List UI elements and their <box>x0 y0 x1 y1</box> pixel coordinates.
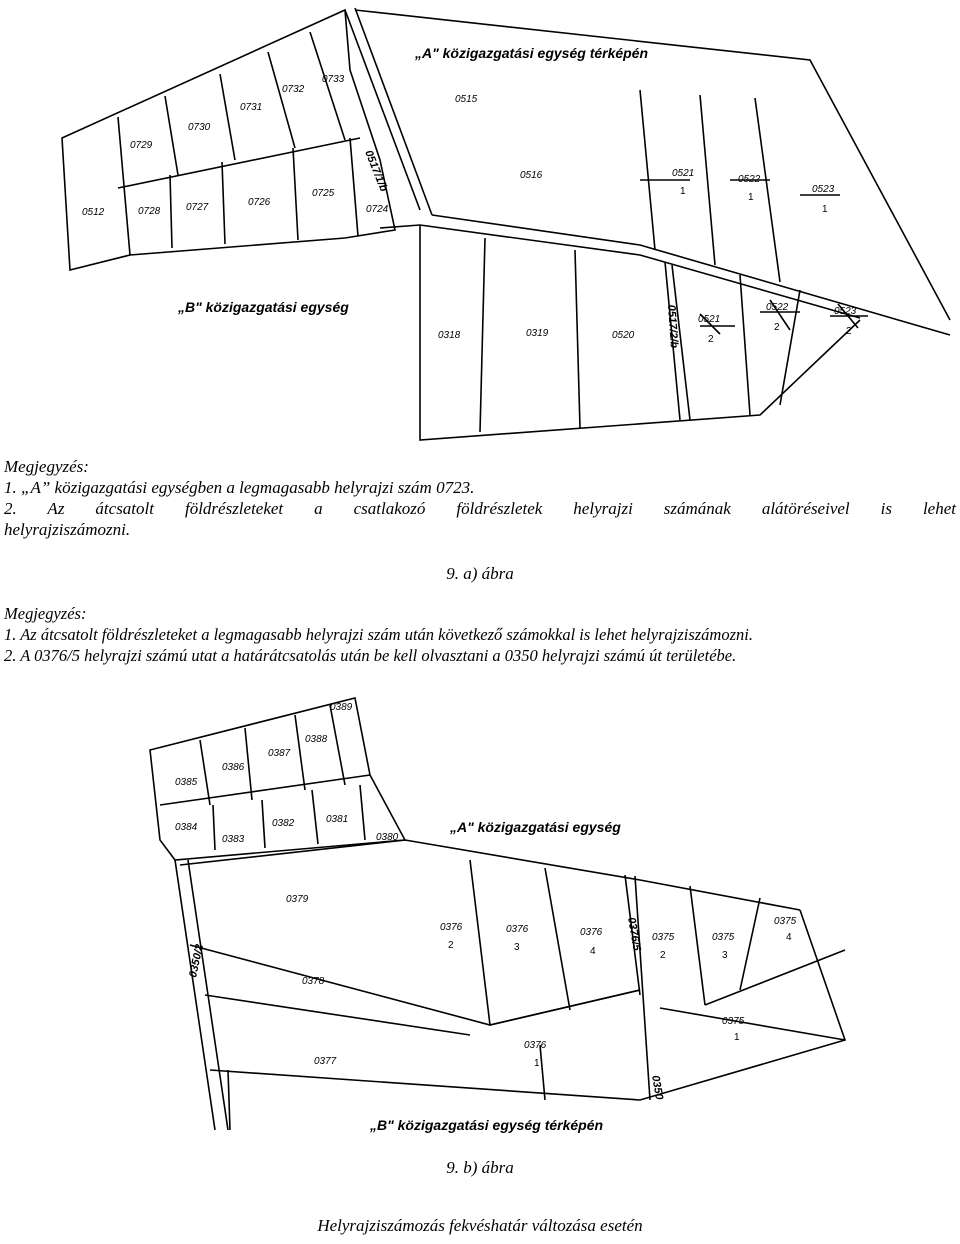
parcel-label: 0380 <box>376 832 399 843</box>
notes-a <box>4 456 956 540</box>
notes-line: 1. „A” közigazgatási egységben a legmagasabb helyrajzi szám 0723. <box>4 478 475 497</box>
parcel-label: 0512 <box>82 207 105 218</box>
parcel-label: 0319 <box>526 328 549 339</box>
notes-heading: Megjegyzés: <box>4 604 87 623</box>
fraction-num: 0375 <box>652 932 675 943</box>
fraction-den: 2 <box>846 326 852 337</box>
parcel-label: 0728 <box>138 206 161 217</box>
fig-a-region-a-title: „A" közigazgatási egység térképén <box>415 45 649 61</box>
parcel-label: 0379 <box>286 894 309 905</box>
fraction-den: 2 <box>774 322 780 333</box>
parcel-label: 0381 <box>326 814 349 825</box>
road-label: 0517/2/b <box>665 304 681 349</box>
fraction-den: 3 <box>514 942 520 953</box>
parcel-label: 0386 <box>222 762 245 773</box>
notes-line: 1. Az átcsatolt földrészleteket a legmagasabb helyrajzi szám után következő számokkal is lehet helyrajziszámozni. <box>4 625 753 644</box>
parcel-label: 0732 <box>282 84 305 95</box>
fig-b-region-b-title: „B" közigazgatási egység térképén <box>370 1117 604 1133</box>
fraction-den: 1 <box>534 1058 540 1069</box>
parcel-label: 0733 <box>322 74 345 85</box>
figure-a-map <box>0 0 960 448</box>
parcel-label: 0516 <box>520 170 543 181</box>
fraction-num: 0522 <box>738 174 761 185</box>
fraction-num: 0376 <box>440 922 463 933</box>
parcel-label: 0731 <box>240 102 263 113</box>
notes-heading: Megjegyzés: <box>4 457 89 476</box>
fraction-den: 1 <box>822 204 828 215</box>
parcel-label: 0378 <box>302 976 325 987</box>
fraction-num: 0376 <box>506 924 529 935</box>
notes-b <box>4 603 956 666</box>
fraction-num: 0521 <box>698 314 721 325</box>
parcel-label: 0726 <box>248 197 271 208</box>
fraction-den: 2 <box>448 940 454 951</box>
parcel-label: 0382 <box>272 818 295 829</box>
fraction-num: 0523 <box>834 306 857 317</box>
parcel-label: 0727 <box>186 202 209 213</box>
fraction-num: 0376 <box>524 1040 547 1051</box>
fraction-den: 1 <box>734 1032 740 1043</box>
fraction-num: 0375 <box>774 916 797 927</box>
road-label: 0350/2 <box>187 943 206 979</box>
fraction-den: 2 <box>660 950 666 961</box>
fraction-den: 1 <box>748 192 754 203</box>
parcel-label: 0389 <box>330 702 353 713</box>
fraction-den: 4 <box>786 932 792 943</box>
parcel-label: 0729 <box>130 140 153 151</box>
fraction-num: 0521 <box>672 168 695 179</box>
road-label: 0517/1/b <box>362 148 390 194</box>
parcel-label: 0385 <box>175 777 198 788</box>
fraction-num: 0375 <box>712 932 735 943</box>
figure-b-map <box>0 690 960 1150</box>
footer-title: Helyrajziszámozás fekvéshatár változása esetén <box>317 1216 643 1235</box>
parcel-label: 0318 <box>438 330 461 341</box>
parcel-label: 0520 <box>612 330 635 341</box>
fraction-num: 0375 <box>722 1016 745 1027</box>
fraction-den: 2 <box>708 334 714 345</box>
parcel-label: 0384 <box>175 822 198 833</box>
parcel-label: 0387 <box>268 748 291 759</box>
parcel-label: 0730 <box>188 122 211 133</box>
road-label: 0350 <box>649 1074 666 1101</box>
notes-line: helyrajziszámozni. <box>4 520 131 539</box>
parcel-label: 0388 <box>305 734 328 745</box>
parcel-label: 0725 <box>312 188 335 199</box>
parcel-label: 0515 <box>455 94 478 105</box>
fig-a-region-b-title: „B" közigazgatási egység <box>178 299 349 315</box>
fraction-num: 0523 <box>812 184 835 195</box>
fraction-num: 0376 <box>580 927 603 938</box>
parcel-label: 0383 <box>222 834 245 845</box>
fraction-den: 1 <box>680 186 686 197</box>
parcel-label: 0724 <box>366 204 389 215</box>
top-parcel-block <box>62 10 395 270</box>
caption-b: 9. b) ábra <box>446 1158 514 1177</box>
caption-a: 9. a) ábra <box>446 564 514 583</box>
fraction-den: 3 <box>722 950 728 961</box>
fraction-num: 0522 <box>766 302 789 313</box>
notes-line: 2. A 0376/5 helyrajzi számú utat a határátcsatolás után be kell olvasztani a 0350 helyrajzi számú út területébe. <box>4 646 737 665</box>
notes-line: 2. Az átcsatolt földrészleteket a csatlakozó földrészletek helyrajzi számának alátöréseivel is lehet <box>4 499 956 518</box>
road-label: 0376/5 <box>625 916 643 952</box>
fig-b-region-a-title: „A" közigazgatási egység <box>450 819 621 835</box>
parcel-label: 0377 <box>314 1056 337 1067</box>
fraction-den: 4 <box>590 946 596 957</box>
